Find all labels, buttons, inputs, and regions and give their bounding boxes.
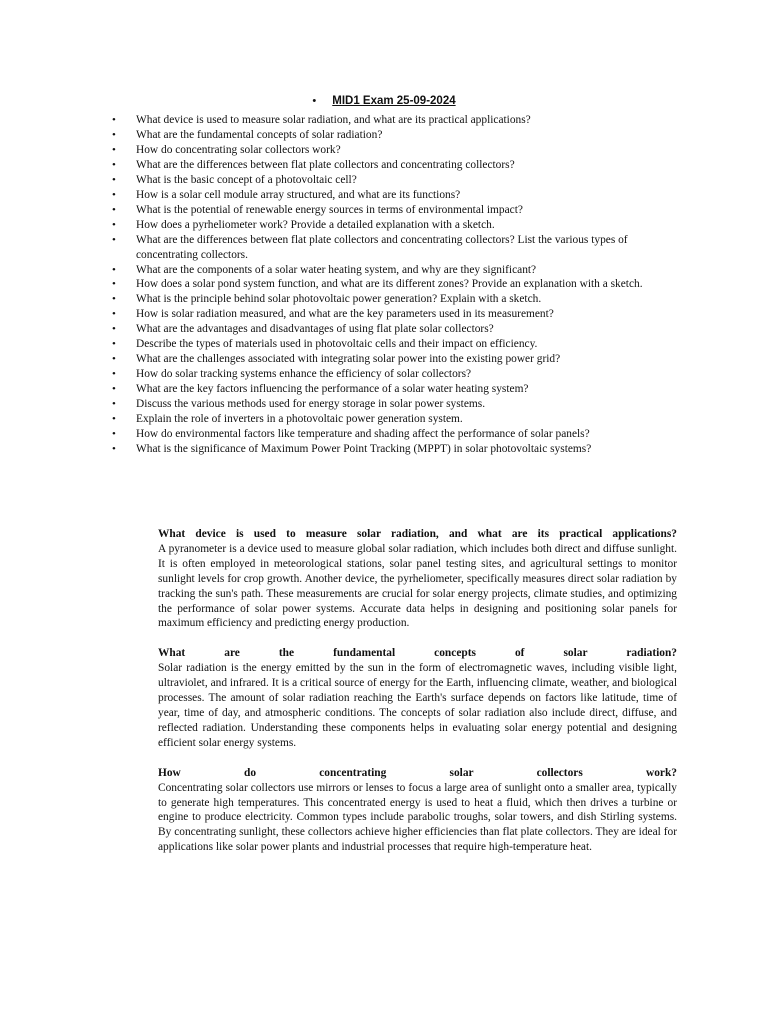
- answer-block: [158, 527, 677, 631]
- answer-block: [158, 646, 677, 750]
- list-item: • What are the advantages and disadvantages of using flat plate solar collectors?: [136, 322, 684, 337]
- answer-paragraph: Concentrating solar collectors use mirrors or lenses to focus a large area of sunlight onto a smaller area, typically to generate high temperatures. This concentrated energy is used to heat a fluid, which then drives a turbine or engine to produce electricity. Common types include parabolic troughs, solar towers, and dish Stirling systems. By concentrating sunlight, these collectors achieve higher efficiencies than flat plate collectors. They are ideal for applications like solar power plants and industrial processes that require high-temperature heat.: [158, 781, 677, 854]
- list-item: • Explain the role of inverters in a photovoltaic power generation system.: [136, 412, 684, 427]
- answer-question-heading: What device is used to measure solar radiation, and what are its practical applications?: [158, 528, 677, 540]
- list-item: • How do concentrating solar collectors work?: [136, 143, 684, 158]
- answer-block: [158, 766, 677, 855]
- list-item: • What is the principle behind solar photovoltaic power generation? Explain with a sketch.: [136, 292, 684, 307]
- list-item: • What is the potential of renewable energy sources in terms of environmental impact?: [136, 203, 684, 218]
- list-item: • What are the key factors influencing the performance of a solar water heating system?: [136, 382, 684, 397]
- answer-paragraph: A pyranometer is a device used to measure global solar radiation, which includes both direct and diffuse sunlight. It is often employed in meteorological stations, solar panel testing sites, and agricultural settings to monitor sunlight levels for crop growth. Another device, the pyrheliometer, specifically measures direct solar radiation by tracking the sun's path. These measurements are crucial for solar energy projects, climate studies, and optimizing the performance of solar power systems. Accurate data helps in designing and positioning solar panels for maximum efficiency and predicting energy production.: [158, 542, 677, 630]
- list-item: • Describe the types of materials used in photovoltaic cells and their impact on efficiency.: [136, 337, 684, 352]
- document-title: MID1 Exam 25-09-2024: [332, 95, 456, 107]
- list-item: • What are the fundamental concepts of solar radiation?: [136, 128, 684, 143]
- list-item: • What device is used to measure solar radiation, and what are its practical applications?: [136, 113, 684, 128]
- list-item: • Discuss the various methods used for energy storage in solar power systems.: [136, 397, 684, 412]
- answers-section: [158, 527, 677, 870]
- list-item: • How do environmental factors like temperature and shading affect the performance of solar panels?: [136, 427, 684, 442]
- answer-question-heading: How do concentrating solar collectors work?: [158, 766, 677, 779]
- list-item: • What is the significance of Maximum Power Point Tracking (MPPT) in solar photovoltaic systems?: [136, 442, 684, 457]
- list-item: • What are the differences between flat plate collectors and concentrating collectors? List the various types of concentrating collectors.: [136, 233, 684, 263]
- list-item: • What are the components of a solar water heating system, and why are they significant?: [136, 263, 684, 278]
- question-list: [136, 113, 684, 457]
- list-item: • What are the differences between flat plate collectors and concentrating collectors?: [136, 158, 684, 173]
- list-item: • How is solar radiation measured, and what are the key parameters used in its measurement?: [136, 307, 684, 322]
- answer-paragraph: Solar radiation is the energy emitted by the sun in the form of electromagnetic waves, including visible light, ultraviolet, and infrared. It is a critical source of energy for the Earth, influencing climate, weather, and biological processes. The amount of solar radiation reaching the Earth's surface depends on factors like latitude, time of year, time of day, and atmospheric conditions. The concepts of solar radiation also include direct, diffuse, and reflected radiation. Understanding these components helps in evaluating solar energy potential and designing efficient solar energy systems.: [158, 662, 677, 749]
- list-item: • What are the challenges associated with integrating solar power into the existing power grid?: [136, 352, 684, 367]
- list-item: • How does a pyrheliometer work? Provide a detailed explanation with a sketch.: [136, 218, 684, 233]
- list-item: • What is the basic concept of a photovoltaic cell?: [136, 173, 684, 188]
- title-bullet-icon: •: [312, 95, 317, 107]
- list-item: • How does a solar pond system function, and what are its different zones? Provide an explanation with a sketch.: [136, 277, 684, 292]
- list-item: • How do solar tracking systems enhance the efficiency of solar collectors?: [136, 367, 684, 382]
- list-item: • How is a solar cell module array structured, and what are its functions?: [136, 188, 684, 203]
- answer-question-heading: What are the fundamental concepts of solar radiation?: [158, 647, 677, 660]
- title-row: [0, 93, 768, 109]
